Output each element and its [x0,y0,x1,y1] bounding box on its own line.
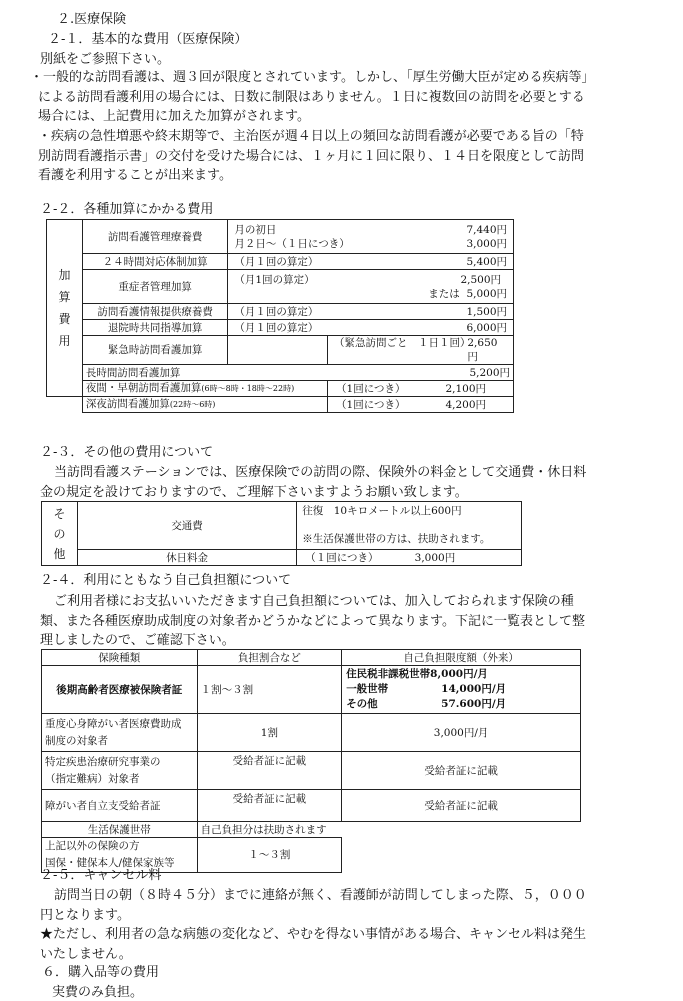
table-row [47,397,514,413]
burden-ratio: 受給者証に記載 [197,752,342,790]
fee-name: 重症者管理加算 [82,270,228,304]
section-heading: ２.医療保険 [57,12,127,27]
addition-fee-table [46,219,514,413]
paragraph: ・疾病の急性増悪や終末期等で、主治医が週４日以上の頻回な訪問看護が必要である旨の「特別訪問看護指示書」の交付を受けた場合には、１ヶ月に１回に限り、１４日を限度として訪問看護を利用することが出来ます。 [38,129,585,183]
condition: （月１回の算定） [234,321,319,334]
price: 5,400円 [466,255,507,268]
condition: （月１回の算定） [234,255,319,268]
fee-name: 退院時共同指導加算 [82,320,228,336]
burden-ratio: １～３割 [197,838,342,873]
price: 2,500円 [460,273,501,286]
condition: 月の初日 [234,223,277,236]
paragraph: ★ただし、利用者の急な病態の変化など、やむを得ない事情がある場合、キャンセル料は発生いたしません。 [40,927,587,962]
price: 1,500円 [466,305,507,318]
subsection-heading: ２-４．利用にともなう自己負担額について [40,573,292,588]
fee-name: 交通費 [77,502,296,550]
burden-ratio: 自己負担分は扶助されます [197,822,580,838]
condition: （緊急訪問ごと １日１回） [334,337,471,349]
table-row [42,666,581,714]
insurance-type-sub: 制度の対象者 [45,734,108,747]
table-row [42,752,581,790]
fee-name: 訪問看護管理療養費 [82,220,228,254]
fee-name: ２４時間対応体制加算 [82,254,228,270]
table-row [42,502,522,550]
table-row [42,790,581,822]
section-heading: ６．購入品等の費用 [42,965,160,980]
table-row [47,336,514,365]
column-header: 保険種類 [42,650,198,666]
limit-value: 14,000円/月 [441,683,507,695]
table-row [47,220,514,254]
condition: （月1回の算定） [234,273,315,286]
subsection-heading: ２-５．キャンセル料 [40,868,162,883]
subsection-heading: ２-２．各種加算にかかる費用 [40,202,214,217]
or-label: または [428,287,460,300]
price: 2,650円 [467,337,498,363]
paragraph: 訪問当日の朝（８時４５分）までに連絡が無く、看護師が訪問してしまった際、５，０００円となります。 [40,888,587,923]
insurance-type-sub: 国保・健保本人/健保家族等 [45,857,175,869]
copayment-table [41,649,581,873]
time-note: (6時～8時・18時～22時) [201,384,295,393]
column-header: 自己負担限度額（外来） [342,650,581,666]
condition: （月１回の算定） [234,305,319,318]
price: 7,440円 [466,223,507,236]
paragraph: 当訪問看護ステーションでは、医療保険での訪問の際、保険外の料金として交通費・休日料金の規定を設けておりますので、ご理解下さいますようお願い致します。 [40,465,587,500]
fee-name: 夜間・早朝訪問看護加算 [85,382,202,394]
table-row [47,365,514,381]
side-label: そ の 他 [42,502,78,566]
insurance-type: 後期高齢者医療被保険者証 [42,666,198,714]
limit-line: 住民税非課税世帯8,000円/月 [346,668,488,680]
table-row [47,270,514,304]
table-row [42,714,581,752]
insurance-type: 障がい者自立支受給者証 [42,790,198,822]
condition: （1回につき） [336,382,406,395]
condition: 月２日～（１日につき） [234,237,350,250]
limit-value: 受給者証に記載 [342,752,581,790]
fee-detail: 往復 10キロメートル以上600円 [302,505,462,517]
burden-ratio: 1割 [197,714,342,752]
other-fee-table [41,501,522,566]
table-row [47,254,514,270]
limit-label: 一般世帯 [346,683,389,695]
table-row [47,320,514,336]
insurance-type: 生活保護世帯 [42,822,198,838]
price: 6,000円 [466,321,507,334]
insurance-type-sub: （指定難病）対象者 [45,772,140,785]
fee-name: 緊急時訪問看護加算 [82,336,228,365]
time-note: (22時～6時) [169,400,216,409]
side-label: 加 算 費 用 [47,220,83,397]
paragraph: 実費のみ負担。 [52,985,144,1000]
limit-value: 受給者証に記載 [342,790,581,822]
fee-name: 休日料金 [77,550,296,566]
paragraph: ご利用者様にお支払いいただきます自己負担額については、加入しておられます保険の種類、また各種医療助成制度の対象者かどうかなどによって異なります。下記に一覧表として整理しましたので、ご確認下さい。 [40,594,585,648]
fee-note: ※生活保護世帯の方は、扶助されます。 [302,533,491,545]
limit-value: 57.600円/月 [441,698,507,710]
subsection-heading: ２-３．その他の費用について [40,445,214,460]
paragraph: ・一般的な訪問看護は、週３回が限度とされています。しかし、「厚生労働大臣が定める疾病等」による訪問看護利用の場合には、日数に制限はありません。１日に複数回の訪問を必要とする場合には、上記費用に加えた加算がされます。 [30,70,588,124]
table-row [42,550,522,566]
column-header: 負担割合など [197,650,342,666]
fee-name: 訪問看護情報提供療養費 [82,304,228,320]
price: 3,000円 [414,551,456,564]
burden-ratio: 受給者証に記載 [197,790,342,822]
subsection-heading: ２-１．基本的な費用（医療保険） [48,32,248,47]
price: 5,000円 [466,287,507,300]
price: 2,100円 [445,382,487,395]
limit-label: その他 [346,698,378,710]
insurance-type: 特定疾患治療研究事業の [45,755,161,768]
condition: （１回につき） [305,551,379,564]
condition: （1回につき） [336,398,406,411]
fee-name: 深夜訪問看護加算 [85,398,170,410]
reference-text: 別紙をご参照下さい。 [40,52,171,67]
table-row [42,822,581,838]
burden-ratio: １割～３割 [197,666,342,714]
limit-value: 3,000円/月 [342,714,581,752]
fee-name: 長時間訪問看護加算 [85,366,181,379]
table-row [47,304,514,320]
table-header-row [42,650,581,666]
price: 5,200円 [469,366,510,379]
table-row [47,381,514,397]
insurance-type: 上記以外の保険の方 [45,840,140,852]
insurance-type: 重度心身障がい者医療費助成 [45,717,182,730]
price: 4,200円 [445,398,487,411]
price: 3,000円 [466,237,507,250]
